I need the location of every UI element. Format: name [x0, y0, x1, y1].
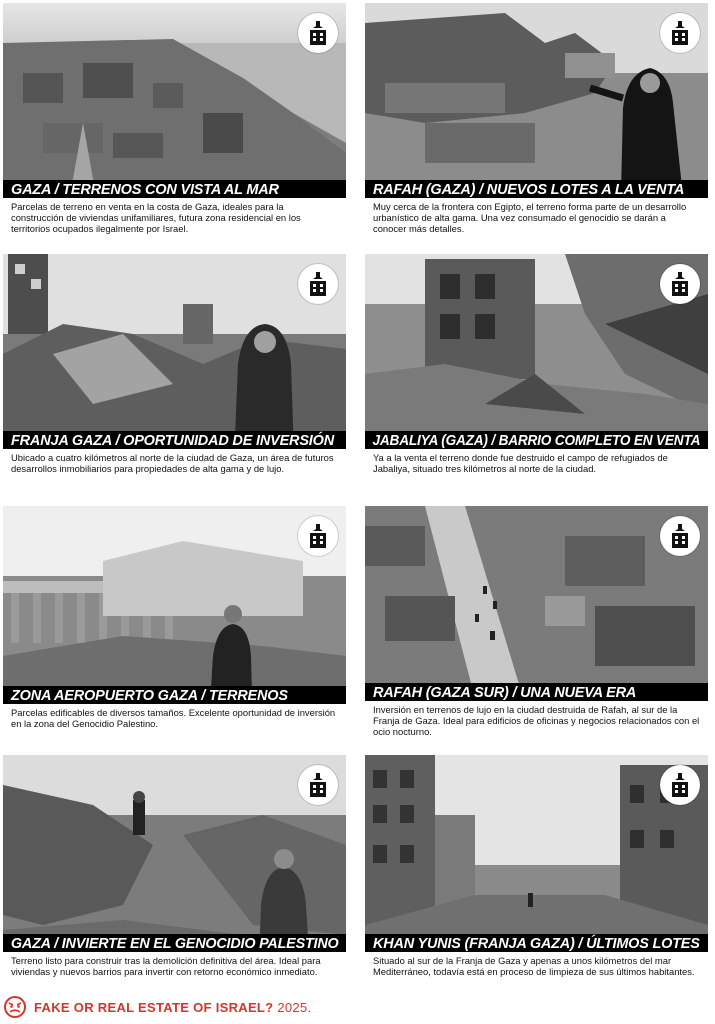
- bomb-building-icon: [298, 765, 338, 805]
- listing-description: Ubicado a cuatro kilómetros al norte de la ciudad de Gaza, un área de futuros desarrollos inmobiliarios para propiedades de alta gama y de lujo.: [11, 452, 334, 474]
- listing-title: JABALIYA (GAZA) / BARRIO COMPLETO EN VENTA: [365, 431, 708, 451]
- listing-card[interactable]: [3, 506, 346, 737]
- listing-card[interactable]: [365, 755, 708, 986]
- bomb-building-icon: [298, 13, 338, 53]
- bomb-building-icon: [298, 516, 338, 556]
- footer-year: 2025.: [277, 999, 312, 1015]
- listing-card[interactable]: [3, 254, 346, 485]
- footer: [4, 995, 311, 1019]
- listing-caption: [365, 449, 708, 485]
- listing-caption: [3, 704, 346, 737]
- listing-title: RAFAH (GAZA SUR) / UNA NUEVA ERA: [365, 683, 708, 703]
- listing-title: RAFAH (GAZA) / NUEVOS LOTES A LA VENTA: [365, 180, 708, 200]
- bomb-building-icon: [660, 13, 700, 53]
- listing-description: Situado al sur de la Franja de Gaza y apenas a unos kilómetros del mar Mediterráneo, todavía está en proceso de limpieza de sus últimos habitantes.: [373, 955, 695, 977]
- bomb-building-icon: [298, 264, 338, 304]
- footer-title-text: FAKE OR REAL ESTATE OF ISRAEL?: [34, 999, 274, 1015]
- listing-description: Parcelas de terreno en venta en la costa de Gaza, ideales para la construcción de viviendas unifamiliares, futura zona residencial en los territorios ocupados ilegalmente por Israel.: [11, 201, 301, 234]
- listing-description: Terreno listo para construir tras la demolición definitiva del área. Ideal para viviendas y nuevos barrios para invertir con retorno económico inmediato.: [11, 955, 321, 977]
- listing-title: GAZA / TERRENOS CON VISTA AL MAR: [3, 180, 346, 200]
- bomb-building-icon: [660, 516, 700, 556]
- listing-card[interactable]: [3, 755, 346, 986]
- listing-caption: [365, 198, 708, 234]
- listing-grid: [3, 3, 710, 985]
- listing-description: Parcelas edificables de diversos tamaños. Excelente oportunidad de inversión en la zona del Genocidio Palestino.: [11, 707, 336, 729]
- listing-caption: [3, 198, 346, 234]
- listing-title: ZONA AEROPUERTO GAZA / TERRENOS: [3, 686, 346, 706]
- listing-card[interactable]: [365, 3, 708, 234]
- bomb-building-icon: [660, 765, 700, 805]
- listing-description: Inversión en terrenos de lujo en la ciudad destruida de Rafah, al sur de la Franja de Gaza. Ideal para edificios de oficinas y negocios relacionados con el ocio nocturno.: [373, 704, 700, 737]
- listing-caption: [365, 701, 708, 737]
- listing-card[interactable]: [365, 254, 708, 485]
- listing-caption: [3, 449, 346, 485]
- listing-title: FRANJA GAZA / OPORTUNIDAD DE INVERSIÓN: [3, 431, 346, 451]
- listing-caption: [3, 952, 346, 986]
- listing-description: Ya a la venta el terreno donde fue destruido el campo de refugiados de Jabaliya, situado tres kilómetros al norte de la ciudad.: [373, 452, 668, 474]
- listing-caption: [365, 952, 708, 986]
- listing-title: GAZA / INVIERTE EN EL GENOCIDIO PALESTINO: [3, 934, 346, 954]
- listing-description: Muy cerca de la frontera con Egipto, el terreno forma parte de un desarrollo urbanístico de alta gama. Una vez consumado el genocidio se darán a conocer más detalles.: [373, 201, 687, 234]
- listing-card[interactable]: [3, 3, 346, 234]
- listing-card[interactable]: [365, 506, 708, 737]
- angry-face-icon: [4, 996, 26, 1018]
- listing-title: KHAN YUNIS (FRANJA GAZA) / ÚLTIMOS LOTES: [365, 934, 708, 954]
- footer-title: [34, 1000, 311, 1015]
- bomb-building-icon: [660, 264, 700, 304]
